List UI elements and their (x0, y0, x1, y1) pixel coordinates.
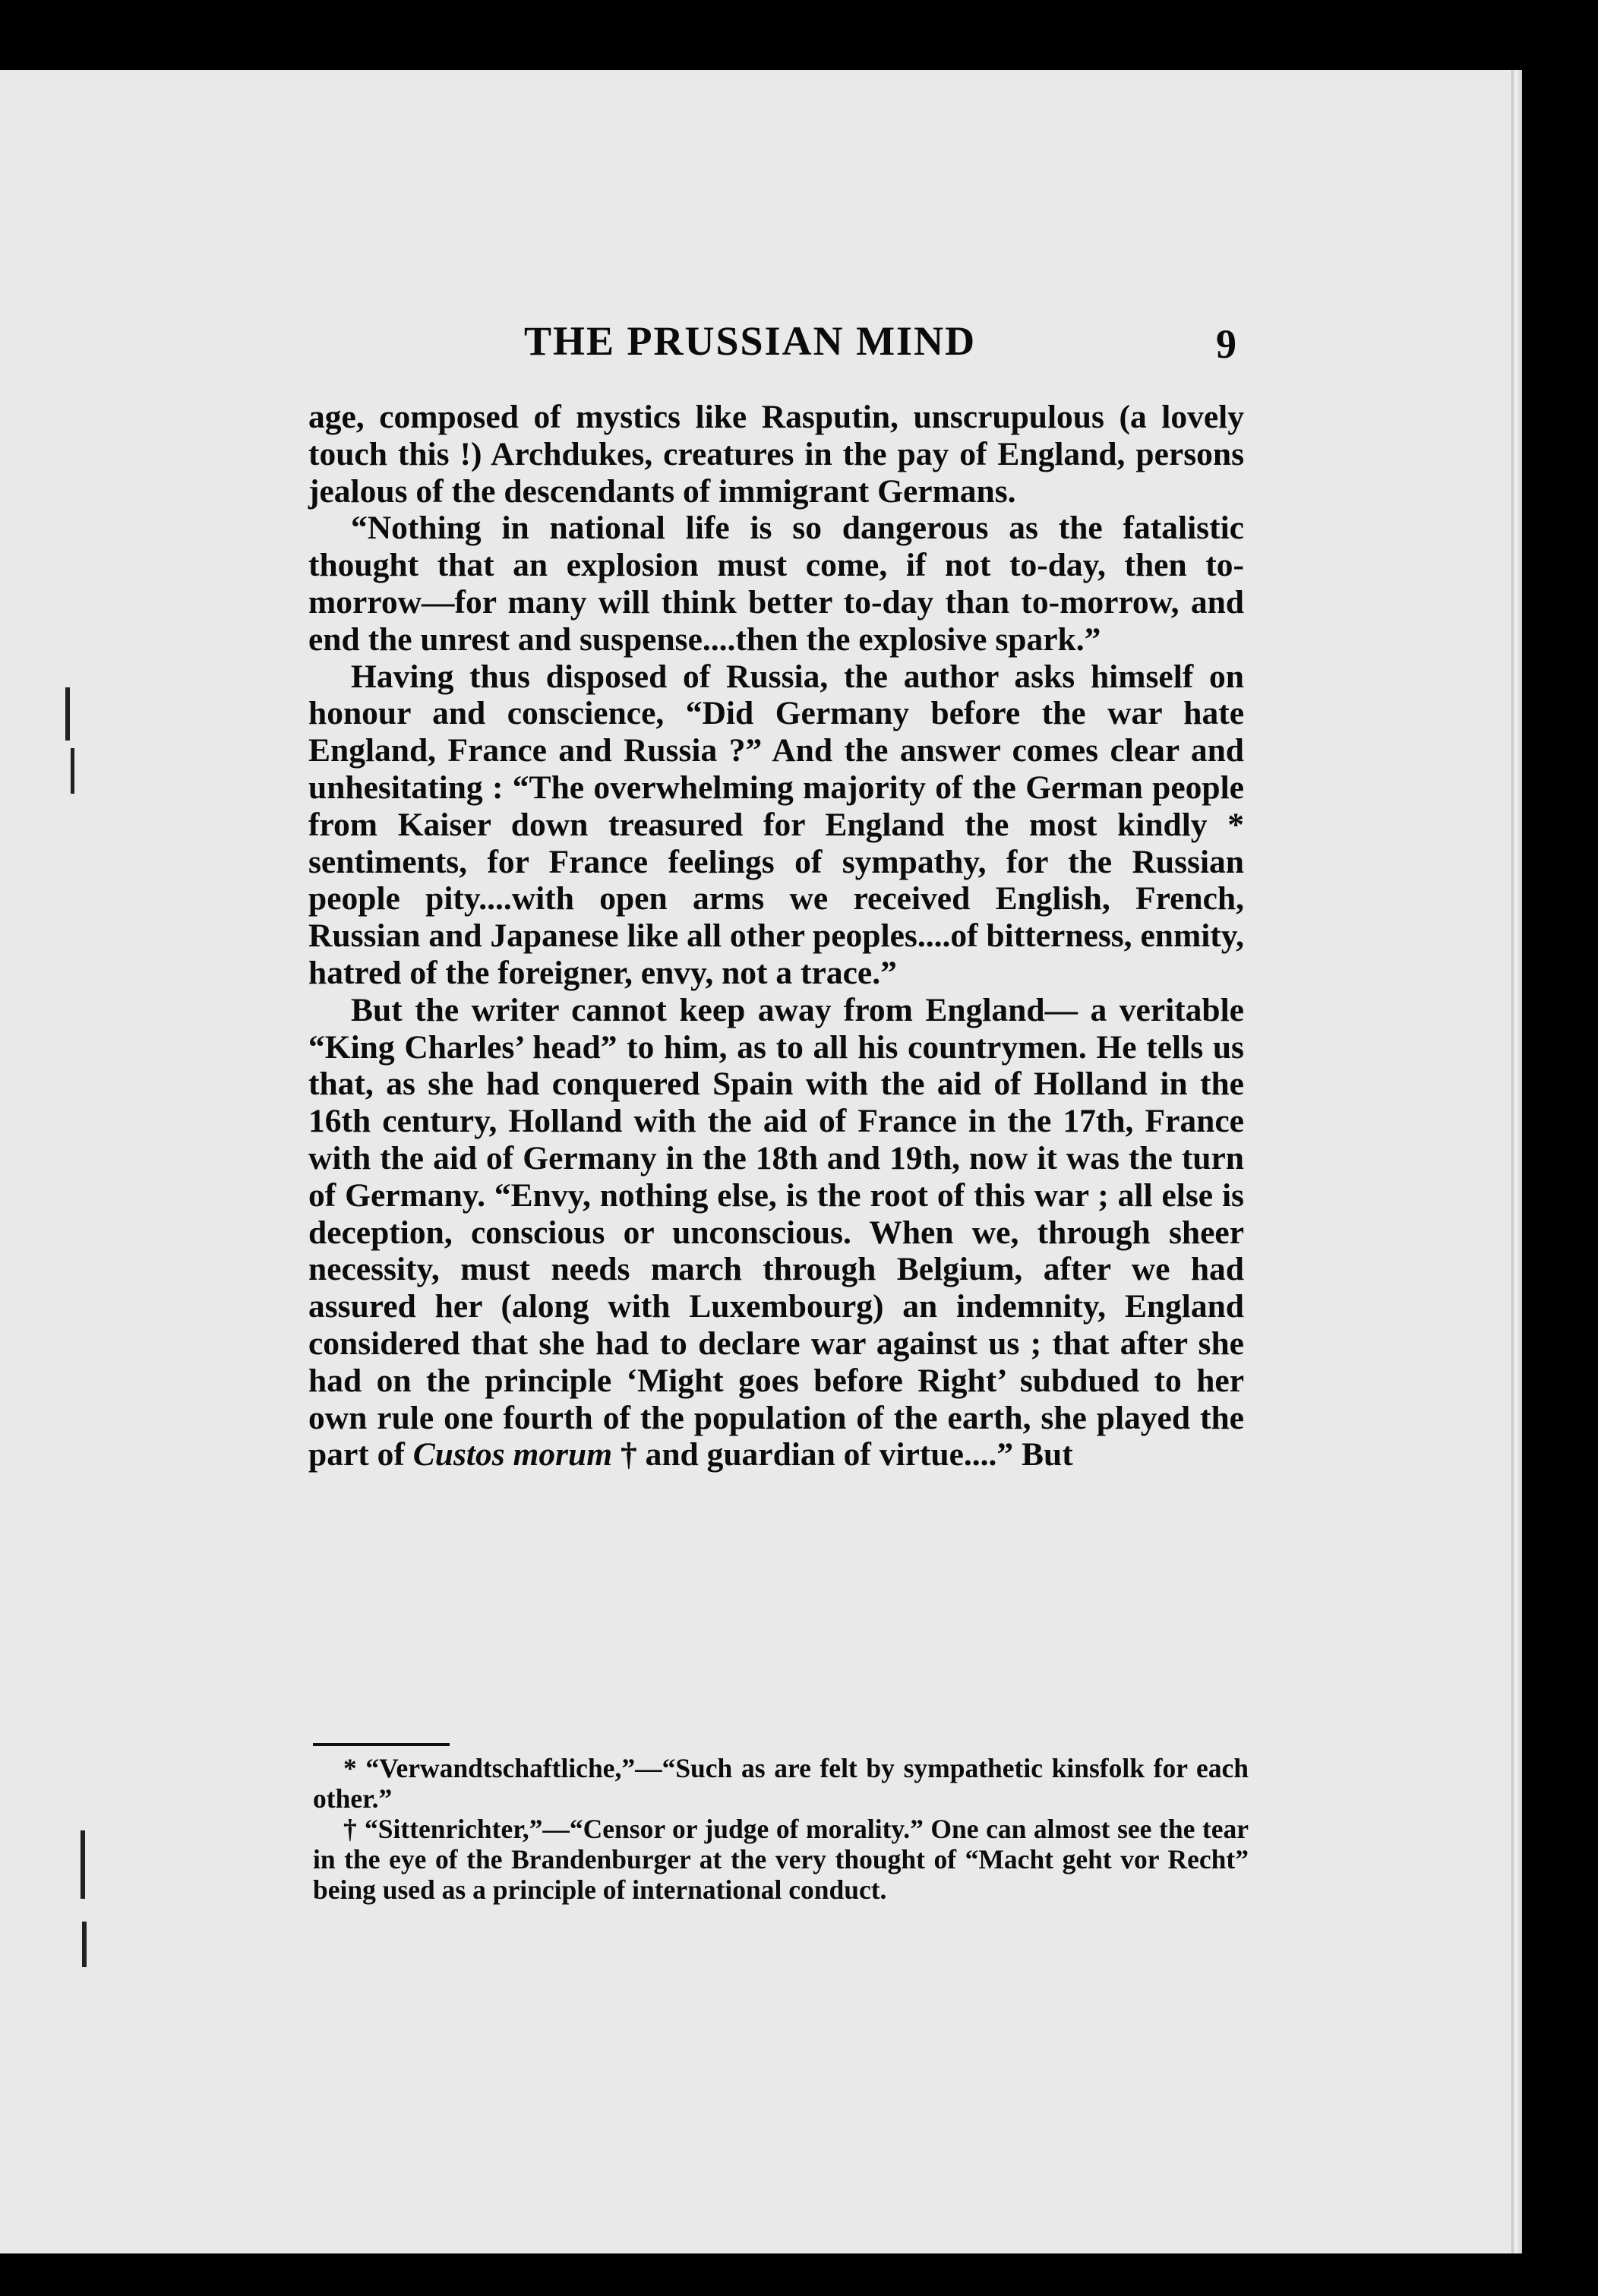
footnote: † “Sittenrichter,”—“Censor or judge of morality.” One can almost see the tear in the eye of the Brandenburger at the very thought of “Macht geht vor Recht” being used as a principle of international conduct. (313, 1814, 1249, 1905)
page-number: 9 (1216, 321, 1236, 367)
paragraph: Having thus disposed of Russia, the author asks himself on honour and conscience, “Did Germany before the war hate England, France and Russia ?” And the answer comes clear and unhesitating : “The overwhelming majority of the German people from Kaiser down treasured for England the most kindly * sentiments, for France feelings of sympathy, for the Russian people pity....with open arms we received English, French, Russian and Japanese like all other peoples....of bitterness, enmity, hatred of the foreigner, envy, not a trace.” (308, 658, 1244, 991)
paragraph-text: † and guardian of virtue....” But (612, 1436, 1073, 1473)
paragraph: “Nothing in national life is so dangerous as the fatalistic thought that an explosion must come, if not to-day, then to-morrow—for many will think better to-day than to-morrow, and end the unrest and suspense....then the explosive spark.” (308, 510, 1244, 658)
page-edge (1511, 70, 1522, 2253)
page-header (311, 317, 1261, 371)
margin-mark (82, 1922, 87, 1967)
paragraph: age, composed of mystics like Rasputin, unscrupulous (a lovely touch this !) Archdukes, creatures in the pay of England, persons jealous of the descendants of immigrant Germans. (308, 399, 1244, 510)
margin-mark (71, 748, 74, 794)
paragraph-text: But the writer cannot keep away from England— a veritable “King Charles’ head” to him, as to all his countrymen. He tells us that, as she had conquered Spain with the aid of Holland in the 16th century, Holland with the aid of France in the 17th, France with the aid of Germany in the 18th and 19th, now it was the turn of Germany. “Envy, nothing else, is the root of this war ; all else is deception, conscious or unconscious. When we, through sheer necessity, must needs march through Belgium, after we had assured her (along with Luxembourg) an indemnity, England considered that she had to declare war against us ; that after she had on the principle ‘Might goes before Right’ subdued to her own rule one fourth of the population of the earth, she played the part of (308, 991, 1244, 1473)
italic-phrase: Custos morum (412, 1436, 613, 1473)
margin-mark (81, 1830, 85, 1899)
footnotes (313, 1753, 1249, 1905)
body-text (308, 399, 1244, 1473)
footnote-rule (313, 1743, 450, 1746)
running-head: THE PRUSSIAN MIND (524, 318, 977, 364)
margin-mark (65, 687, 70, 741)
footnote: * “Verwandtschaftliche,”—“Such as are felt by sympathetic kinsfolk for each other.” (313, 1753, 1249, 1814)
paragraph (308, 992, 1244, 1473)
